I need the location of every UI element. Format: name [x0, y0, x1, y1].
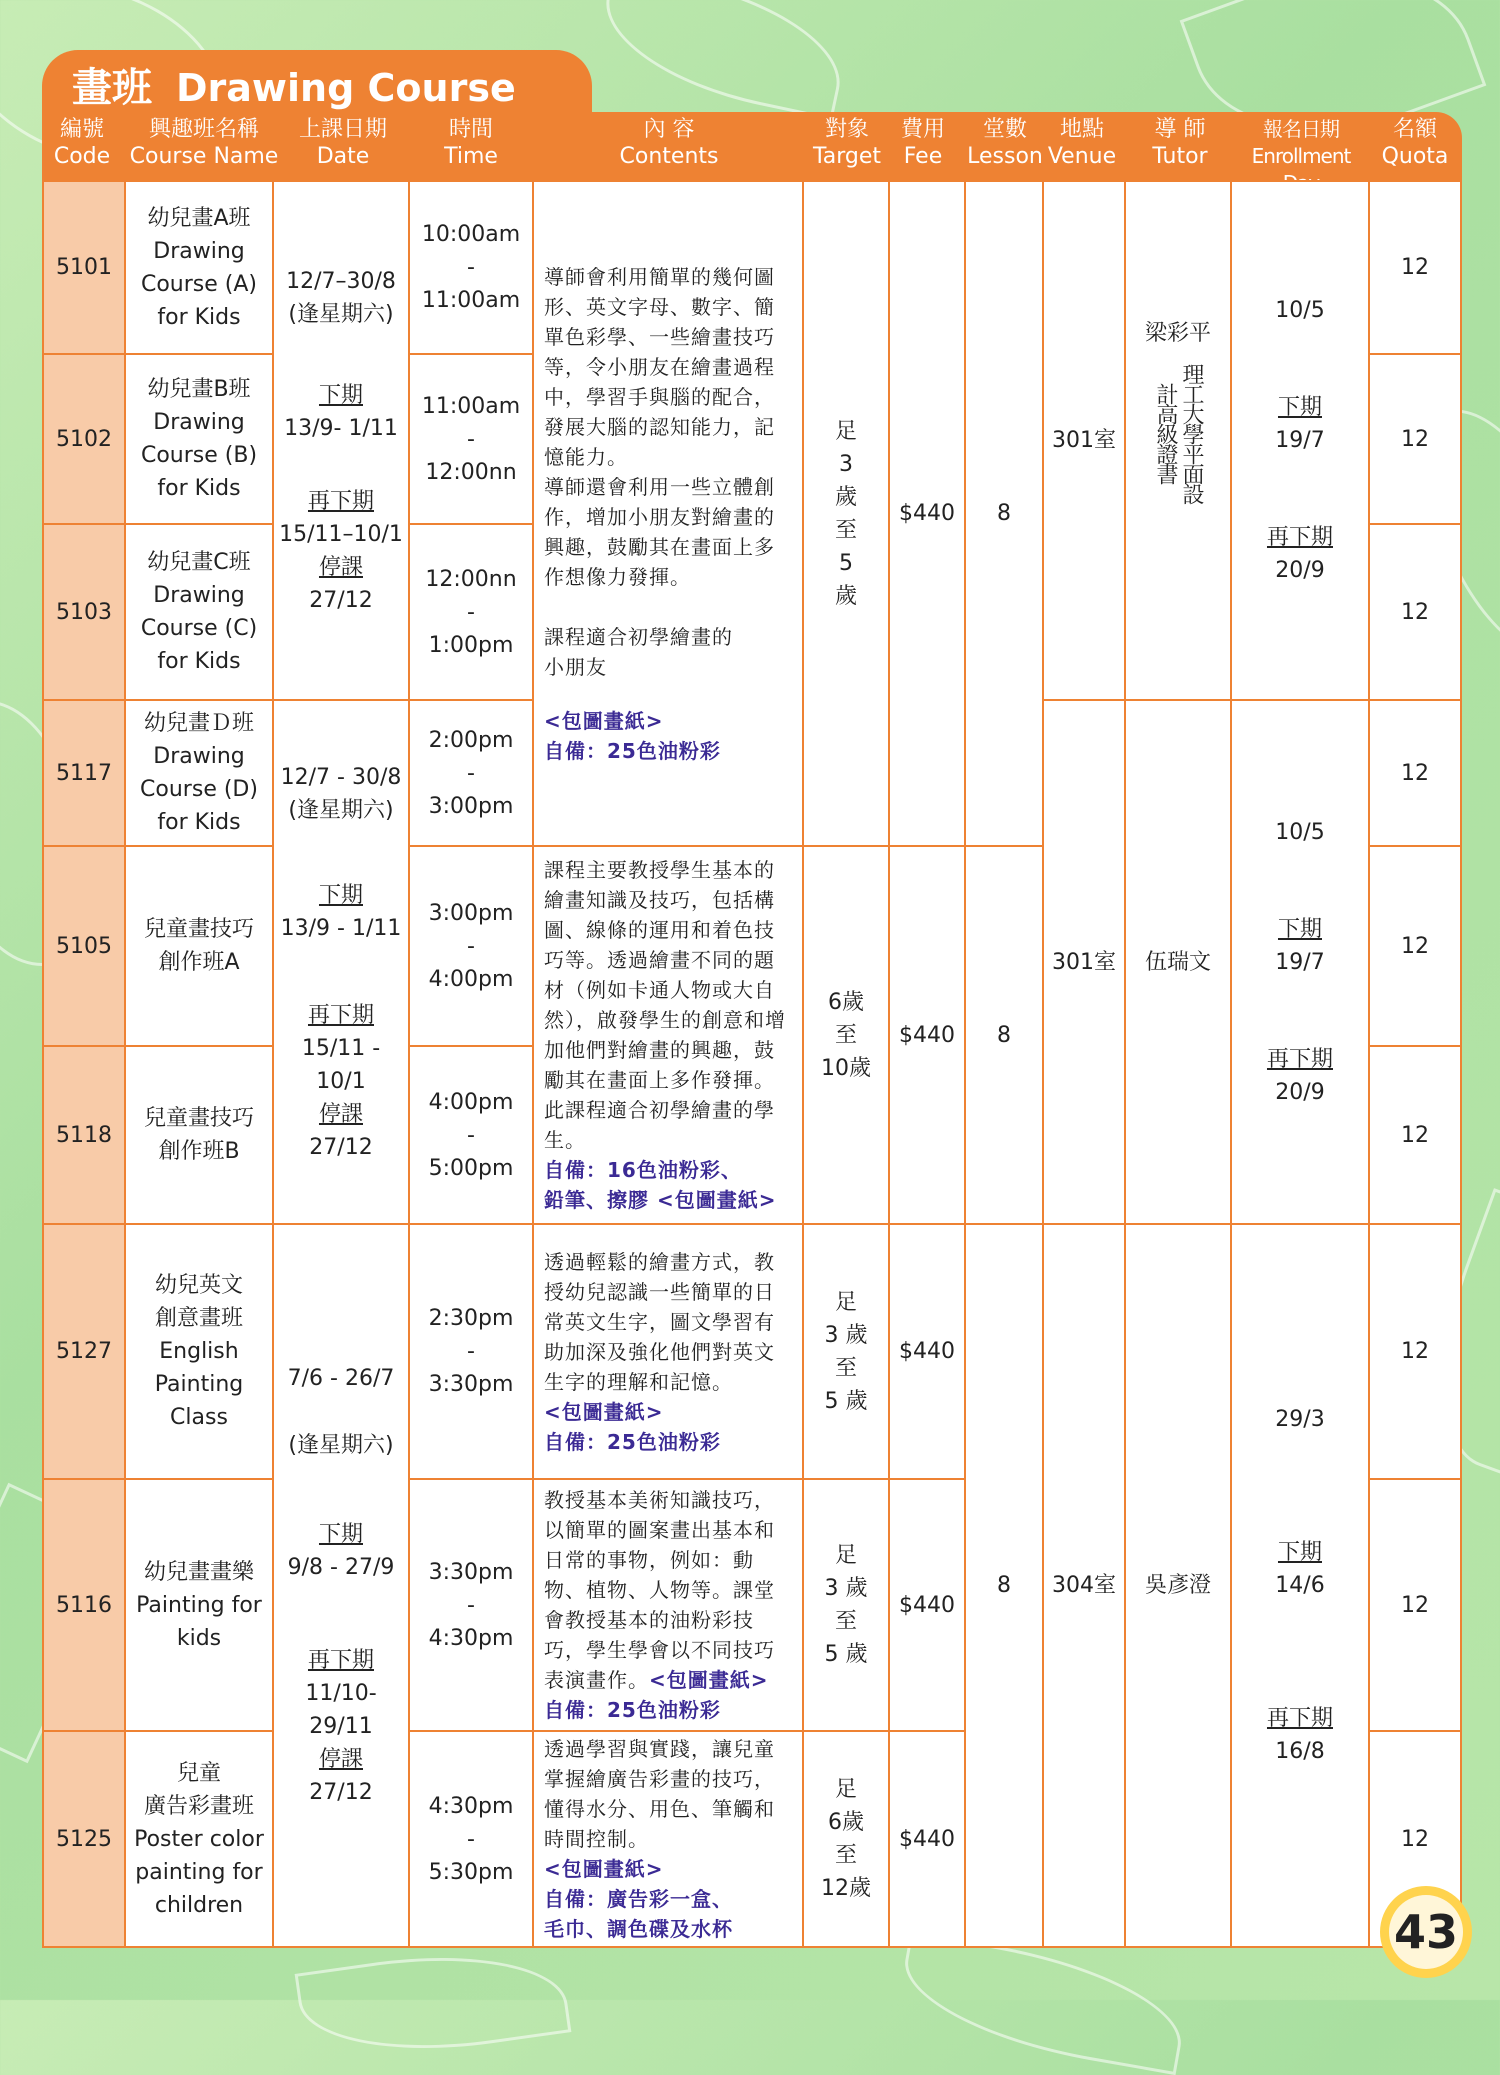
course-name-cell [124, 845, 274, 1047]
time-text: 12:00nn - 1:00pm [425, 566, 517, 658]
tutor-name: 伍瑞文 [1144, 949, 1211, 975]
enrollment-following-term-date: 20/9 [1275, 558, 1325, 583]
course-name-text: 幼兒畫A班 Drawing Course (A) for Kids [140, 205, 257, 330]
date-following-term-range: 15/11 - 10/1 [301, 1035, 381, 1094]
date-pause-label: 停課 [318, 1101, 363, 1127]
quota-text: 12 [1401, 599, 1429, 625]
target-text: 足 6歲 至 12歲 [821, 1777, 871, 1901]
background-leaf-decoration [894, 1931, 1192, 2075]
course-name-cell [124, 1223, 274, 1480]
target-cell [802, 1730, 890, 1948]
time-text: 11:00am - 12:00nn [421, 393, 521, 485]
fee-cell [888, 180, 966, 847]
venue-cell [1042, 180, 1126, 701]
date-next-term-range: 13/9 - 1/11 [280, 915, 402, 941]
time-cell [408, 1045, 534, 1225]
header-enrollment-zh: 報名日期 [1263, 117, 1339, 141]
lesson-cell [964, 180, 1044, 847]
code-cell [42, 353, 126, 525]
time-text: 2:30pm - 3:30pm [428, 1306, 514, 1397]
quota-cell [1368, 699, 1462, 847]
fee-cell [888, 1478, 966, 1732]
header-enrollment-day [1232, 116, 1370, 176]
header-time [408, 116, 534, 176]
page-number-badge [1380, 1886, 1472, 1978]
target-cell [802, 180, 890, 847]
time-text: 4:30pm - 5:30pm [428, 1793, 514, 1885]
header-venue [1042, 116, 1122, 176]
section-title-zh: 畫班 [72, 65, 152, 111]
header-venue-zh: 地點 [1059, 117, 1104, 142]
code-cell [42, 180, 126, 355]
date-following-term-range: 11/10-29/11 [305, 1681, 377, 1739]
course-name-cell [124, 1045, 274, 1225]
contents-materials: 自備：16色油粉彩、 鉛筆、擦膠 <包圖畫紙> [544, 1158, 777, 1212]
date-pause-label: 停課 [318, 554, 363, 580]
contents-description: 教授基本美術知識技巧，以簡單的圖案畫出基本和日常的事物，例如：動物、植物、人物等。課堂會教授基本的油粉彩技巧，學生學會以不同技巧表演畫作。 [544, 1488, 775, 1692]
code-text: 5105 [56, 933, 112, 959]
enrollment-following-term-label: 再下期 [1266, 1706, 1333, 1731]
time-cell [408, 353, 534, 525]
code-cell [42, 1223, 126, 1480]
date-cell-group1 [272, 180, 410, 701]
quota-cell [1368, 1045, 1462, 1225]
header-venue-en: Venue [1047, 144, 1117, 169]
quota-cell [1368, 1478, 1462, 1732]
contents-materials: <包圖畫紙> 自備：25色油粉彩 [544, 1399, 721, 1454]
header-date-en: Date [316, 144, 370, 169]
enrollment-date: 29/3 [1275, 1407, 1325, 1432]
header-time-en: Time [444, 144, 498, 169]
time-cell [408, 1478, 534, 1732]
code-text: 5127 [56, 1339, 112, 1364]
tutor-cell [1124, 1223, 1232, 1948]
target-text: 足 3 歲 至 5 歲 [824, 1543, 868, 1667]
quota-cell [1368, 523, 1462, 701]
code-text: 5116 [56, 1592, 112, 1618]
enrollment-next-term-label: 下期 [1277, 1540, 1322, 1565]
date-weekday: (逢星期六) [288, 797, 394, 823]
header-date-zh: 上課日期 [298, 117, 387, 142]
header-date [288, 116, 398, 176]
target-cell [802, 1223, 890, 1480]
fee-cell [888, 1730, 966, 1948]
quota-cell [1368, 845, 1462, 1047]
code-text: 5117 [56, 760, 112, 786]
contents-description: 透過輕鬆的繪畫方式，教授幼兒認識一些簡單的日常英文生字，圖文學習有助加深及強化他們對英文生字的理解和記憶。 [544, 1249, 775, 1394]
contents-materials: 自備：25色油粉彩 [544, 1698, 721, 1722]
enrollment-next-term-label: 下期 [1277, 395, 1322, 420]
contents-cell [532, 1730, 804, 1948]
header-fee-en: Fee [903, 144, 943, 169]
date-next-term-range: 9/8 - 27/9 [287, 1555, 395, 1580]
tutor-qualification: 理工大學平面設計高級證書 [1153, 363, 1204, 503]
date-pause-date: 27/12 [309, 1780, 373, 1805]
enrollment-cell [1230, 180, 1370, 701]
background-leaf-decoration [295, 1937, 572, 2069]
section-title-en: Drawing Course [176, 66, 516, 110]
quota-text: 12 [1401, 1122, 1429, 1148]
date-pause-label: 停課 [318, 1747, 363, 1772]
contents-materials: <包圖畫紙> 自備：25色油粉彩 [544, 708, 721, 763]
lesson-count: 8 [997, 1573, 1011, 1598]
contents-cell [532, 1478, 804, 1732]
header-course-name-en: Course Name [129, 144, 279, 169]
target-text: 6歲 至 10歲 [821, 989, 871, 1081]
enrollment-cell [1230, 1223, 1370, 1948]
code-cell [42, 699, 126, 847]
course-name-text: 幼兒畫畫樂 Painting for kids [136, 1559, 262, 1651]
fee-cell [888, 845, 966, 1225]
fee-cell [888, 1223, 966, 1480]
lesson-cell [964, 845, 1044, 1225]
tutor-name: 梁彩平 [1144, 321, 1211, 346]
course-name-cell [124, 523, 274, 701]
enrollment-date: 10/5 [1275, 298, 1325, 323]
target-text: 足 3 歲 至 5 歲 [834, 418, 857, 609]
header-target-zh: 對象 [824, 117, 869, 142]
date-next-term-label: 下期 [318, 1522, 363, 1547]
time-cell [408, 180, 534, 355]
time-text: 3:00pm - 4:00pm [428, 900, 514, 992]
enrollment-following-term-date: 16/8 [1275, 1739, 1325, 1764]
header-enrollment-en: Enrollment [1251, 144, 1351, 168]
quota-cell [1368, 353, 1462, 525]
header-course-name [124, 116, 284, 176]
header-tutor-zh: 導 師 [1154, 117, 1206, 142]
contents-description: 透過學習與實踐，讓兒童掌握繪廣告彩畫的技巧，懂得水分、用色、筆觸和時間控制。 [544, 1737, 775, 1851]
contents-description: 導師會利用簡單的幾何圖形、英文字母、數字、簡單色彩學、一些繪畫技巧等，令小朋友在繪畫過程中，學習手與腦的配合，發展大腦的認知能力，記憶能力。 導師還會利用一些立體創作，增加小朋友對繪畫的興趣，鼓勵其在畫面上多作想像力發揮。 課程適合初學繪畫的 小朋友 [544, 264, 775, 679]
contents-paper-note: <包圖畫紙> [649, 1668, 769, 1692]
tutor-name: 吳彥澄 [1144, 1573, 1211, 1598]
date-following-term-label: 再下期 [307, 1648, 374, 1673]
code-text: 5102 [56, 426, 112, 452]
header-tutor-en: Tutor [1152, 144, 1208, 169]
date-range: 7/6 - 26/7 [287, 1366, 395, 1391]
enrollment-following-term-date: 20/9 [1275, 1079, 1325, 1105]
lesson-count: 8 [997, 1022, 1011, 1048]
code-cell [42, 523, 126, 701]
time-text: 10:00am - 11:00am [421, 222, 521, 313]
header-time-zh: 時間 [448, 117, 493, 142]
enrollment-following-term-label: 再下期 [1266, 1046, 1333, 1072]
enrollment-next-term-date: 19/7 [1275, 949, 1325, 975]
header-course-name-zh: 興趣班名稱 [148, 117, 259, 142]
code-cell [42, 845, 126, 1047]
course-name-cell [124, 180, 274, 355]
fee-text: $440 [899, 1022, 955, 1048]
fee-text: $440 [899, 1592, 955, 1618]
lesson-count: 8 [997, 501, 1011, 526]
header-quota-zh: 名額 [1392, 117, 1437, 142]
header-contents [534, 116, 804, 176]
date-weekday: (逢星期六) [288, 1433, 394, 1458]
section-title [72, 56, 516, 113]
date-range: 12/7 - 30/8 [280, 764, 402, 790]
header-code-en: Code [53, 144, 111, 169]
quota-cell [1368, 180, 1462, 355]
lesson-cell [964, 1223, 1044, 1948]
time-cell [408, 1730, 534, 1948]
course-name-cell [124, 699, 274, 847]
course-name-text: 兒童畫技巧 創作班A [143, 917, 254, 975]
tutor-cell [1124, 699, 1232, 1225]
time-text: 4:00pm - 5:00pm [428, 1089, 514, 1181]
target-text: 足 3 歲 至 5 歲 [824, 1289, 868, 1414]
date-weekday: (逢星期六) [288, 301, 394, 327]
course-name-text: 兒童 廣告彩畫班 Poster color painting for children [134, 1760, 264, 1918]
tutor-cell [1124, 180, 1232, 701]
time-cell [408, 845, 534, 1047]
header-lesson-zh: 堂數 [982, 117, 1027, 142]
time-cell [408, 1223, 534, 1480]
page-number: 43 [1389, 1895, 1463, 1969]
contents-materials: <包圖畫紙> 自備：廣告彩一盒、 毛巾、調色碟及水杯 [544, 1857, 733, 1941]
course-name-text: 兒童畫技巧 創作班B [143, 1106, 254, 1164]
header-fee-zh: 費用 [900, 117, 945, 142]
code-cell [42, 1478, 126, 1732]
course-name-cell [124, 1730, 274, 1948]
date-following-term-range: 15/11–10/1 [279, 521, 403, 547]
quota-cell [1368, 1223, 1462, 1480]
venue-cell [1042, 699, 1126, 1225]
date-cell-group3 [272, 1223, 410, 1948]
course-name-text: 幼兒畫B班 Drawing Course (B) for Kids [140, 377, 258, 501]
code-cell [42, 1045, 126, 1225]
course-name-text: 幼兒畫C班 Drawing Course (C) for Kids [140, 550, 258, 674]
quota-text: 12 [1401, 760, 1429, 786]
date-following-term-label: 再下期 [307, 488, 374, 514]
code-text: 5125 [56, 1826, 112, 1852]
background-leaf-decoration [592, 0, 855, 120]
header-quota [1370, 116, 1460, 176]
enrollment-cell [1230, 699, 1370, 1225]
header-lesson-en: Lesson [967, 144, 1043, 169]
course-name-text: 幼兒英文 創意畫班 English Painting Class [154, 1273, 244, 1430]
venue-text: 301室 [1052, 428, 1116, 453]
date-following-term-label: 再下期 [307, 1002, 374, 1028]
code-cell [42, 1730, 126, 1948]
venue-text: 301室 [1052, 949, 1116, 975]
enrollment-next-term-date: 19/7 [1275, 428, 1325, 453]
header-target-en: Target [812, 144, 882, 169]
code-text: 5118 [56, 1122, 112, 1148]
quota-text: 12 [1401, 1592, 1429, 1618]
code-text: 5103 [56, 599, 112, 625]
contents-cell [532, 180, 804, 847]
date-next-term-label: 下期 [318, 382, 363, 408]
enrollment-next-term-date: 14/6 [1275, 1573, 1325, 1598]
time-text: 2:00pm - 3:00pm [428, 727, 514, 819]
fee-text: $440 [899, 1826, 955, 1852]
date-next-term-range: 13/9- 1/11 [284, 415, 398, 441]
target-cell [802, 1478, 890, 1732]
course-name-cell [124, 1478, 274, 1732]
fee-text: $440 [899, 1339, 955, 1364]
quota-text: 12 [1401, 1826, 1429, 1852]
time-cell [408, 699, 534, 847]
enrollment-following-term-label: 再下期 [1266, 525, 1333, 550]
date-next-term-label: 下期 [318, 882, 363, 908]
header-tutor [1124, 116, 1236, 176]
enrollment-next-term-label: 下期 [1277, 916, 1322, 942]
header-target [804, 116, 890, 176]
fee-text: $440 [899, 501, 955, 526]
header-code-zh: 編號 [59, 117, 104, 142]
header-contents-zh: 內 容 [643, 117, 695, 142]
quota-text: 12 [1401, 933, 1429, 959]
quota-text: 12 [1401, 255, 1429, 280]
date-pause-date: 27/12 [309, 1134, 373, 1160]
time-text: 3:30pm - 4:30pm [428, 1559, 514, 1651]
header-quota-en: Quota [1381, 144, 1449, 169]
contents-description: 課程主要教授學生基本的繪畫知識及技巧，包括構圖、線條的運用和着色技巧等。透過繪畫不同的題材（例如卡通人物或大自然），啟發學生的創意和增加他們對繪畫的興趣，鼓勵其在畫面上多作發揮。此課程適合初學繪畫的學生。 [544, 858, 786, 1152]
date-pause-date: 27/12 [309, 587, 373, 613]
date-cell-group2 [272, 699, 410, 1225]
header-code [44, 116, 120, 176]
quota-text: 12 [1401, 1339, 1429, 1364]
contents-cell [532, 845, 804, 1225]
course-name-text: 幼兒畫Ｄ班 Drawing Course (D) for Kids [140, 711, 258, 835]
date-range: 12/7–30/8 [286, 268, 396, 294]
time-cell [408, 523, 534, 701]
quota-text: 12 [1401, 426, 1429, 452]
course-name-cell [124, 353, 274, 525]
venue-cell [1042, 1223, 1126, 1948]
target-cell [802, 845, 890, 1225]
contents-cell [532, 1223, 804, 1480]
code-text: 5101 [56, 255, 112, 280]
header-fee [890, 116, 956, 176]
header-lesson [960, 116, 1050, 176]
enrollment-date: 10/5 [1275, 819, 1325, 845]
header-contents-en: Contents [619, 144, 719, 169]
venue-text: 304室 [1052, 1573, 1116, 1598]
